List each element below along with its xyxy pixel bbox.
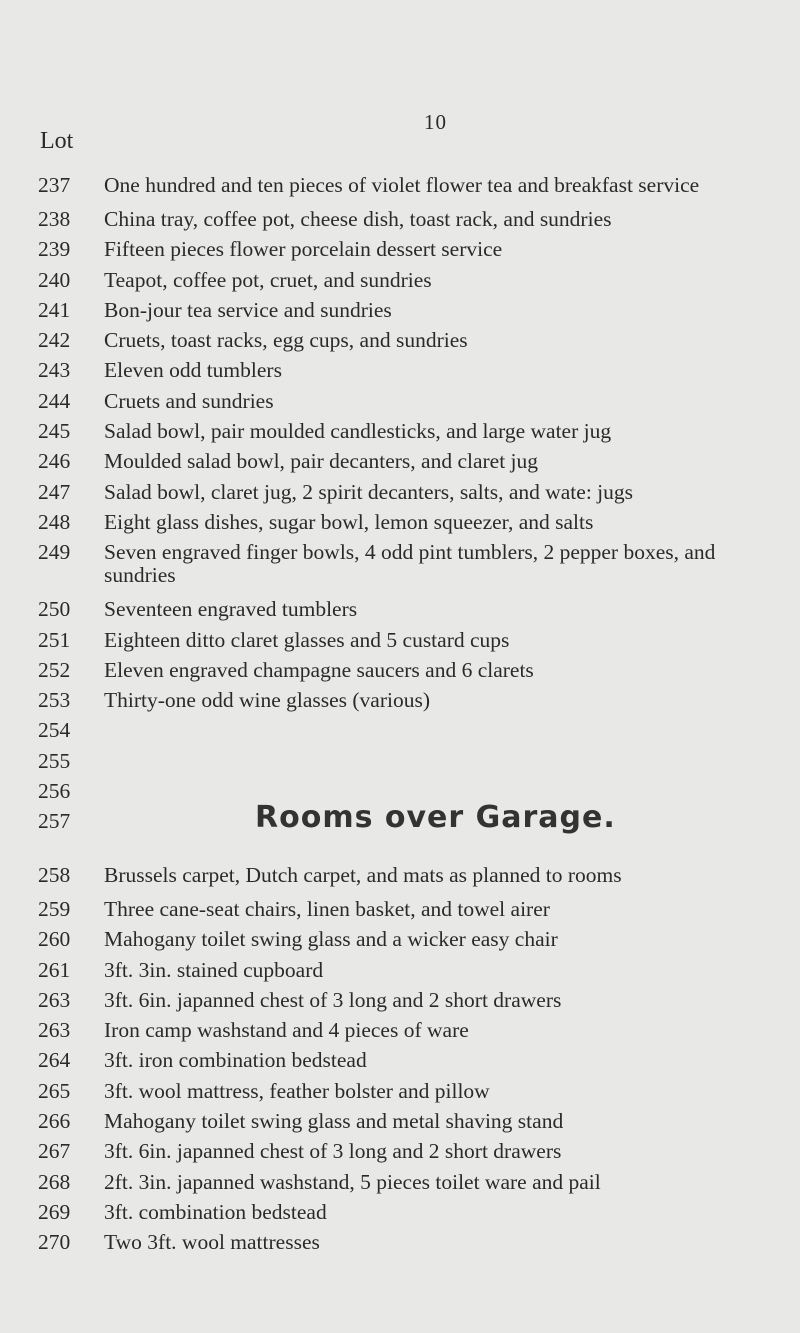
lot-description: Teapot, coffee pot, cruet, and sundries — [104, 267, 432, 292]
lot-number: 269 — [38, 1199, 71, 1224]
lot-number: 270 — [38, 1230, 71, 1255]
lot-row — [38, 1076, 778, 1106]
lot-number: 265 — [38, 1078, 71, 1103]
lot-description: Salad bowl, claret jug, 2 spirit decanters, salts, and wate: jugs — [104, 479, 634, 504]
lot-row — [38, 746, 768, 776]
lot-number: 252 — [38, 657, 71, 682]
lot-row — [38, 955, 778, 985]
lot-number: 251 — [38, 627, 71, 652]
lot-row — [38, 860, 778, 894]
lot-description: Brussels carpet, Dutch carpet, and mats as planned to rooms — [104, 863, 622, 887]
lot-number: 257 — [38, 809, 71, 834]
lot-number: 263 — [38, 987, 71, 1012]
lot-column-header: Lot — [40, 128, 74, 154]
page-number: 10 — [424, 110, 447, 134]
lot-row — [38, 715, 768, 745]
lot-number: 266 — [38, 1109, 71, 1134]
lot-number: 263 — [38, 1018, 71, 1043]
lot-row — [38, 477, 768, 507]
lot-number: 246 — [38, 449, 71, 474]
lot-list-2 — [38, 860, 778, 1258]
lot-description: Salad bowl, pair moulded candlesticks, and large water jug — [104, 419, 612, 444]
lot-row — [38, 507, 768, 537]
section-title: Rooms over Garage. — [255, 800, 616, 835]
lot-row — [38, 295, 768, 325]
lot-description: 3ft. iron combination bedstead — [104, 1048, 367, 1073]
lot-row — [38, 1197, 778, 1227]
lot-row — [38, 1045, 778, 1075]
lot-description: Seven engraved finger bowls, 4 odd pint tumblers, 2 pepper boxes, and sundries — [104, 540, 716, 588]
lot-row — [38, 537, 768, 594]
lot-description: Eight glass dishes, sugar bowl, lemon squeezer, and salts — [104, 509, 594, 534]
lot-row — [38, 594, 768, 624]
lot-description: Eleven odd tumblers — [104, 358, 282, 383]
lot-number: 268 — [38, 1169, 71, 1194]
lot-row — [38, 1227, 778, 1257]
lot-number: 258 — [38, 863, 71, 887]
lot-number: 250 — [38, 597, 71, 622]
lot-description: 3ft. 6in. japanned chest of 3 long and 2 short drawers — [104, 1139, 562, 1164]
lot-description: Cruets and sundries — [104, 388, 274, 413]
lot-description: Two 3ft. wool mattresses — [104, 1230, 320, 1255]
lot-number: 249 — [38, 540, 71, 565]
lot-number: 256 — [38, 779, 71, 804]
lot-row — [38, 265, 768, 295]
lot-description: Moulded salad bowl, pair decanters, and claret jug — [104, 449, 539, 474]
lot-row — [38, 1136, 778, 1166]
lot-description: One hundred and ten pieces of violet flower tea and breakfast service — [104, 173, 700, 197]
lot-row — [38, 234, 768, 264]
lot-row — [38, 685, 768, 715]
lot-number: 267 — [38, 1139, 71, 1164]
lot-number: 247 — [38, 479, 71, 504]
lot-description: China tray, coffee pot, cheese dish, toast rack, and sundries — [104, 207, 612, 231]
lot-number: 240 — [38, 267, 71, 292]
lot-row — [38, 204, 768, 234]
lot-number: 241 — [38, 297, 71, 322]
lot-number: 259 — [38, 897, 71, 921]
lot-row — [38, 170, 768, 204]
lot-number: 237 — [38, 173, 71, 197]
lot-description: 3ft. 3in. stained cupboard — [104, 957, 324, 982]
lot-description: Fifteen pieces flower porcelain dessert service — [104, 237, 503, 262]
lot-row — [38, 655, 768, 685]
lot-row — [38, 1015, 778, 1045]
lot-description: Seventeen engraved tumblers — [104, 597, 358, 622]
lot-row — [38, 355, 768, 385]
lot-row — [38, 446, 768, 476]
lot-number: 254 — [38, 718, 71, 743]
lot-number: 248 — [38, 509, 71, 534]
lot-description: Mahogany toilet swing glass and metal shaving stand — [104, 1109, 564, 1134]
lot-description: Mahogany toilet swing glass and a wicker easy chair — [104, 927, 558, 952]
lot-description: 2ft. 3in. japanned washstand, 5 pieces toilet ware and pail — [104, 1169, 601, 1194]
lot-row — [38, 985, 778, 1015]
lot-description: 3ft. combination bedstead — [104, 1199, 327, 1224]
lot-description: 3ft. wool mattress, feather bolster and pillow — [104, 1078, 490, 1103]
lot-description: Iron camp washstand and 4 pieces of ware — [104, 1018, 469, 1043]
lot-number: 261 — [38, 957, 71, 982]
lot-row — [38, 625, 768, 655]
lot-description: Three cane-seat chairs, linen basket, and towel airer — [104, 897, 550, 921]
lot-number: 239 — [38, 237, 71, 262]
lot-number: 243 — [38, 358, 71, 383]
lot-number: 245 — [38, 419, 71, 444]
lot-description: Cruets, toast racks, egg cups, and sundries — [104, 328, 468, 353]
lot-description: 3ft. 6in. japanned chest of 3 long and 2 short drawers — [104, 987, 562, 1012]
lot-number: 264 — [38, 1048, 71, 1073]
lot-number: 260 — [38, 927, 71, 952]
lot-number: 242 — [38, 328, 71, 353]
lot-list-1 — [38, 170, 768, 837]
lot-number: 238 — [38, 207, 71, 231]
lot-number: 244 — [38, 388, 71, 413]
lot-description: Eleven engraved champagne saucers and 6 clarets — [104, 657, 534, 682]
lot-row — [38, 924, 778, 954]
lot-number: 255 — [38, 748, 71, 773]
lot-description: Bon-jour tea service and sundries — [104, 297, 392, 322]
lot-row — [38, 1106, 778, 1136]
lot-description: Eighteen ditto claret glasses and 5 custard cups — [104, 627, 510, 652]
lot-row — [38, 386, 768, 416]
lot-row — [38, 894, 778, 924]
lot-description: Thirty-one odd wine glasses (various) — [104, 688, 431, 713]
lot-row — [38, 1167, 778, 1197]
lot-number: 253 — [38, 688, 71, 713]
lot-row — [38, 325, 768, 355]
lot-row — [38, 416, 768, 446]
